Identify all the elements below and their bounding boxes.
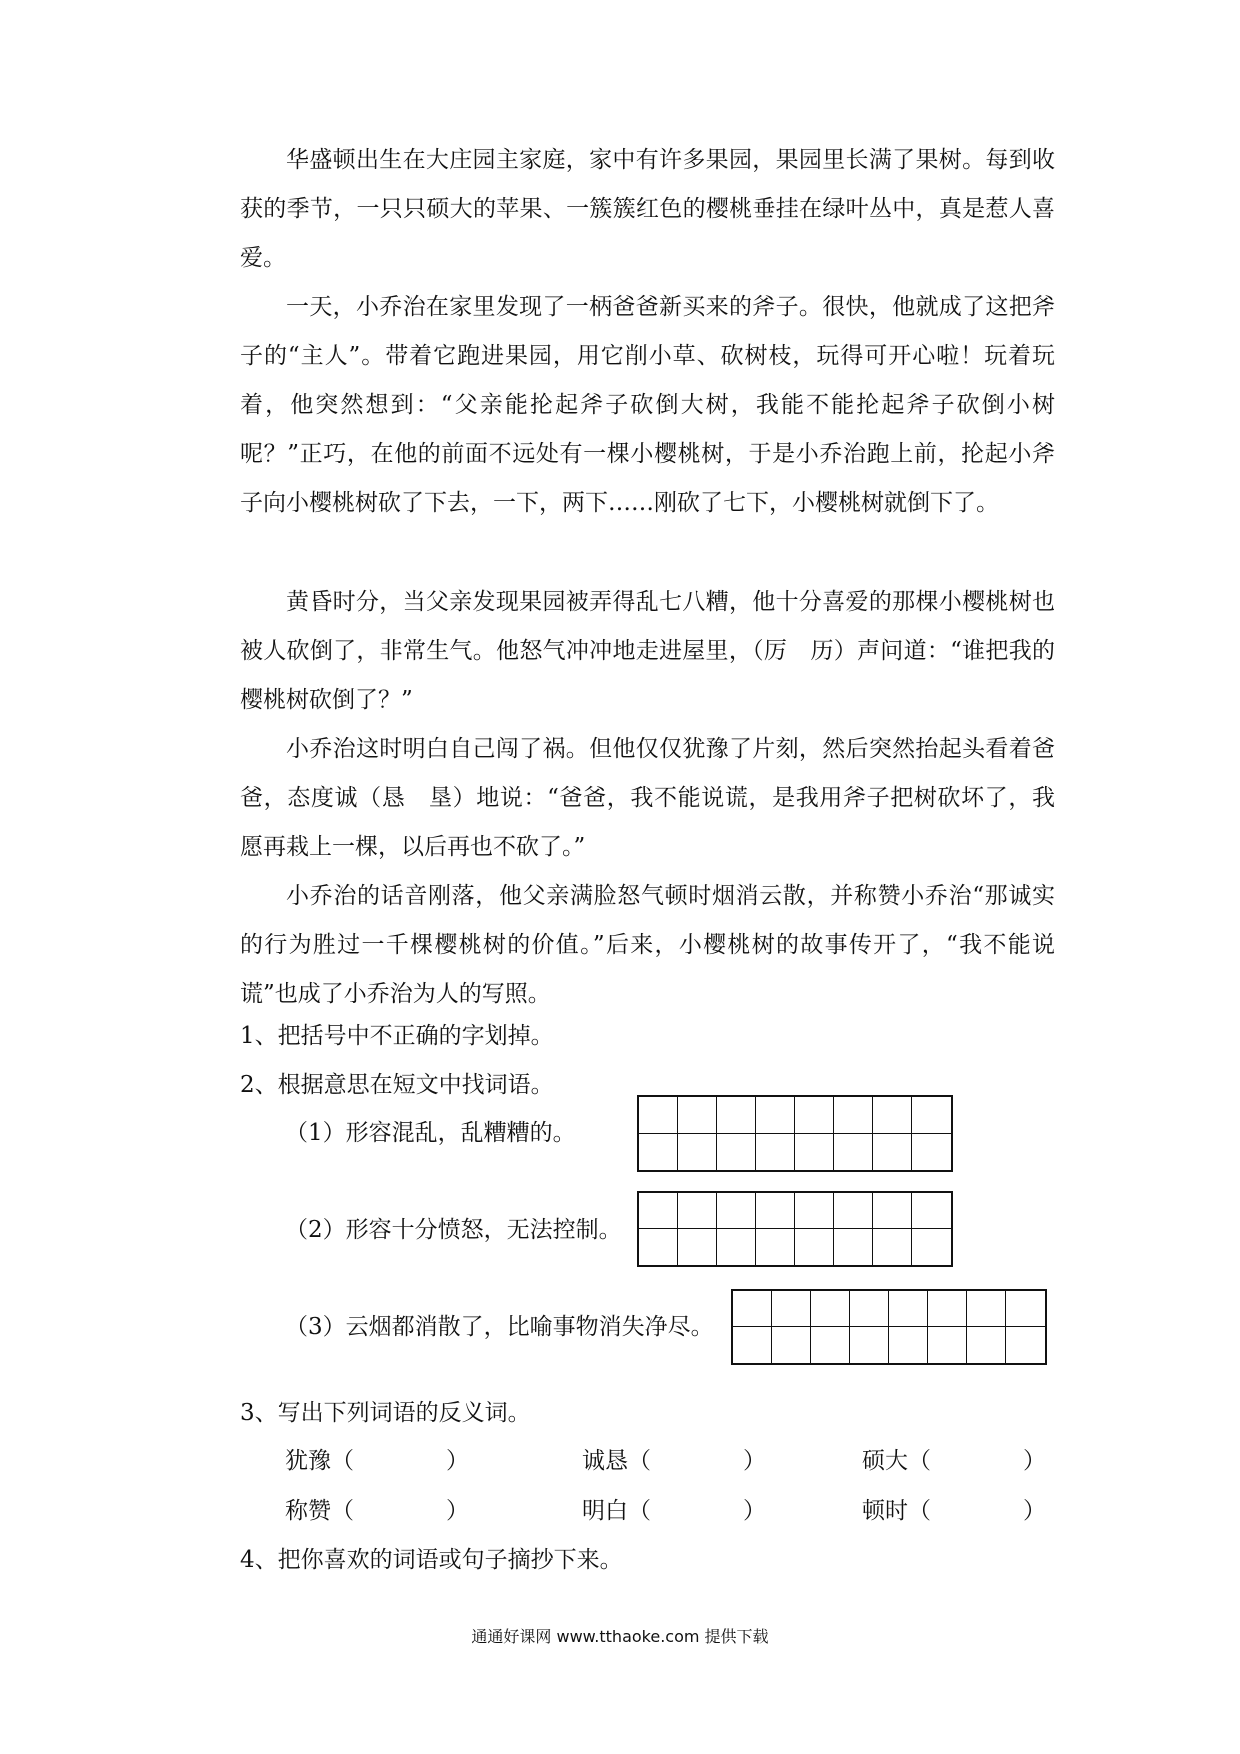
passage-paragraph-4: 小乔治这时明白自己闯了祸。但他仅仅犹豫了片刻，然后突然抬起头看着爸爸，态度诚（恳 垦）地说：“爸爸，我不能说谎，是我用斧子把树砍坏了，我愿再栽上一棵，以后再也不砍了。”: [240, 736, 1055, 860]
passage-paragraph-3: 黄昏时分，当父亲发现果园被弄得乱七八糟，他十分喜爱的那棵小樱桃树也被人砍倒了，非常生气。他怒气冲冲地走进屋里，（厉 历）声问道：“谁把我的樱桃树砍倒了？”: [240, 589, 1055, 713]
antonym-item[interactable]: 硕大（ ）: [862, 1448, 1046, 1474]
passage-paragraph-2: 一天，小乔治在家里发现了一柄爸爸新买来的斧子。很快，他就成了这把斧子的“主人”。带着它跑进果园，用它削小草、砍树枝，玩得可开心啦！玩着玩着，他突然想到：“父亲能抡起斧子砍倒大树，我能不能抡起斧子砍倒小树呢？”正巧，在他的前面不远处有一棵小樱桃树，于是小乔治跑上前，抡起小斧子向小樱桃树砍了下去，一下，两下……刚砍了七下，小樱桃树就倒下了。: [240, 294, 1055, 516]
antonym-item[interactable]: 诚恳（ ）: [582, 1448, 766, 1474]
question-2-item-2: （2）形容十分愤怒，无法控制。: [285, 1217, 622, 1243]
answer-grid-3[interactable]: [731, 1289, 1047, 1365]
question-2-item-3: （3）云烟都消散了，比喻事物消失净尽。: [285, 1314, 714, 1340]
antonym-item[interactable]: 称赞（ ）: [285, 1498, 469, 1524]
question-1: 1、把括号中不正确的字划掉。: [240, 1023, 554, 1049]
answer-grid-2[interactable]: [637, 1191, 953, 1267]
question-4: 4、把你喜欢的词语或句子摘抄下来。: [240, 1547, 623, 1573]
passage-paragraph-5: 小乔治的话音刚落，他父亲满脸怒气顿时烟消云散，并称赞小乔治“那诚实的行为胜过一千棵樱桃树的价值。”后来，小樱桃树的故事传开了，“我不能说谎”也成了小乔治为人的写照。: [240, 883, 1055, 1007]
answer-grid-1[interactable]: [637, 1095, 953, 1172]
page-footer: 通通好课网 www.tthaoke.com 提供下载: [471, 1627, 769, 1646]
question-2-item-1: （1）形容混乱，乱糟糟的。: [285, 1120, 576, 1146]
antonym-item[interactable]: 顿时（ ）: [862, 1498, 1046, 1524]
passage-paragraph-1: 华盛顿出生在大庄园主家庭，家中有许多果园，果园里长满了果树。每到收获的季节，一只只硕大的苹果、一簇簇红色的樱桃垂挂在绿叶丛中，真是惹人喜爱。: [240, 147, 1055, 271]
question-2: 2、根据意思在短文中找词语。: [240, 1072, 554, 1098]
antonym-item[interactable]: 明白（ ）: [582, 1498, 766, 1524]
question-3: 3、写出下列词语的反义词。: [240, 1400, 531, 1426]
antonym-item[interactable]: 犹豫（ ）: [285, 1448, 469, 1474]
